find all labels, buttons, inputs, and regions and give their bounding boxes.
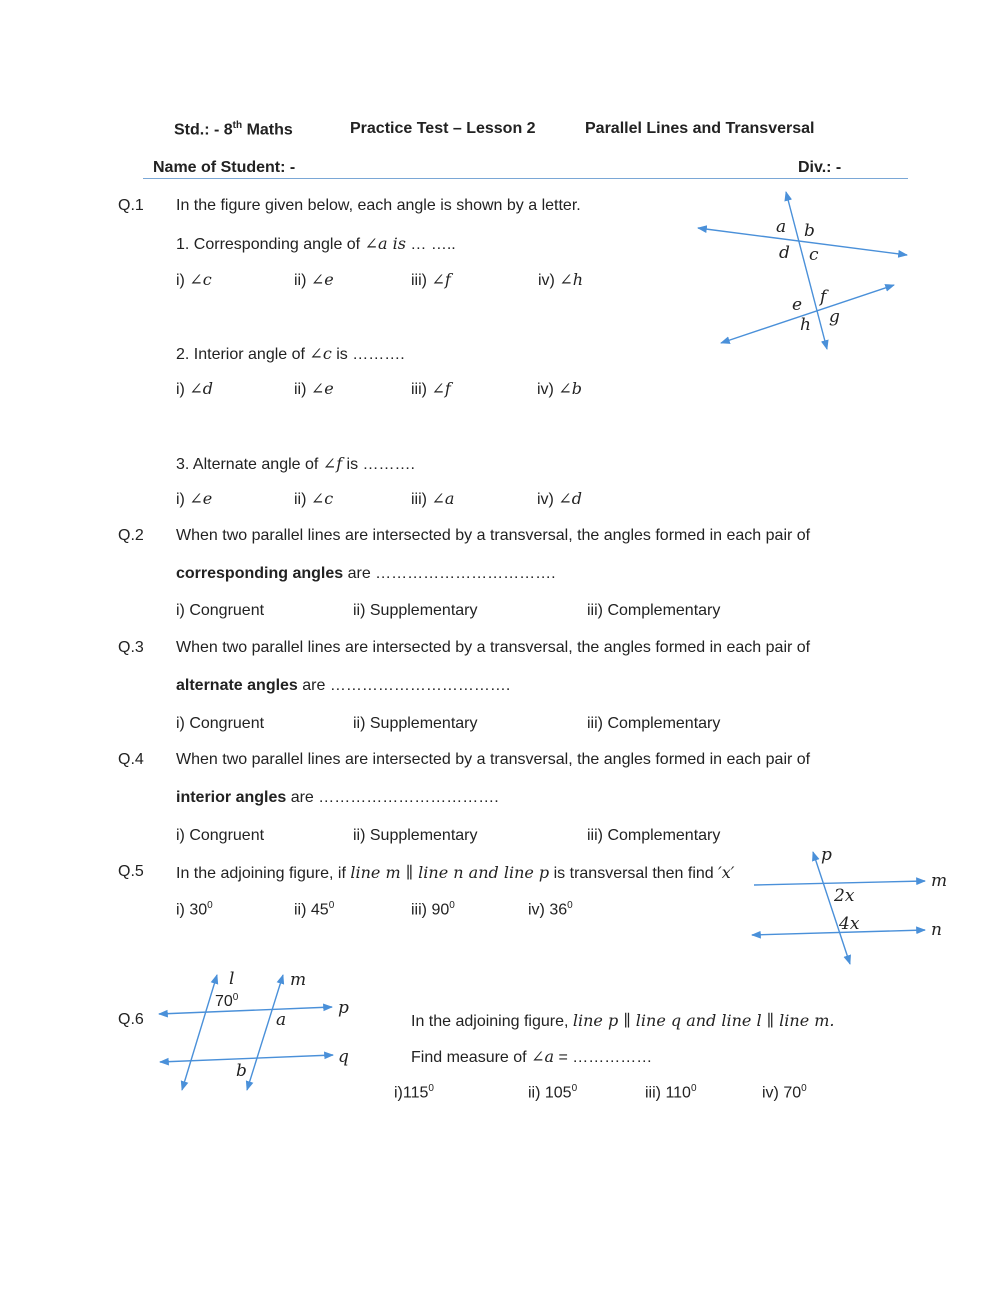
option-label: i)	[176, 272, 190, 289]
q1-label-e: e	[792, 295, 803, 315]
q5-mid: is transversal then find	[549, 865, 719, 882]
option-label: iv) 70	[762, 1084, 802, 1102]
option-label: iv)	[538, 272, 560, 289]
option-label: i)115	[394, 1084, 429, 1102]
q3-blank: are …………………………….	[297, 677, 511, 694]
option-sup: 0	[449, 900, 455, 911]
option-math: ∠a	[431, 489, 455, 508]
option-math: ∠d	[189, 379, 213, 398]
option-sup: 0	[567, 900, 573, 911]
option-math: ∠h	[559, 270, 584, 289]
q1-label-b: b	[804, 221, 815, 241]
q4-option-complementary[interactable]: iii) Complementary	[587, 827, 721, 844]
q1-label-f: f	[820, 287, 827, 307]
option-label: ii) 45	[294, 901, 329, 919]
option-label: ii)	[294, 381, 311, 398]
test-title: Practice Test – Lesson 2	[350, 120, 536, 137]
q2-option-supplementary[interactable]: ii) Supplementary	[353, 602, 478, 619]
q1-sub3-math: ∠f	[322, 454, 343, 473]
q5-line-m	[754, 881, 925, 885]
q6-line-m	[247, 975, 283, 1090]
option-math: ∠c	[189, 270, 212, 289]
q6-label-l: l	[229, 969, 235, 989]
q5-math-x: ′x′	[718, 863, 735, 882]
q6-find-math: ∠a	[531, 1047, 555, 1066]
q3-number: Q.3	[118, 639, 144, 656]
q3-keyword: alternate angles	[176, 677, 298, 694]
option-sup: 0	[428, 1083, 434, 1094]
option-label: i) 30	[176, 901, 208, 919]
q5-math-lines: line m ∥ line n and line p	[350, 863, 550, 882]
q6-math: line p ∥ line q and line l ∥ line m.	[572, 1011, 835, 1030]
q1-label-h: h	[800, 315, 811, 335]
q1-intro: In the figure given below, each angle is shown by a letter.	[176, 197, 581, 214]
q2-blank: are …………………………….	[343, 565, 556, 582]
option-label: iii)	[411, 272, 432, 289]
q1-sub1-post: … …..	[405, 236, 456, 253]
q5-line-p	[813, 852, 850, 964]
q5-label-4x: 4x	[839, 914, 860, 934]
option-math: ∠e	[310, 270, 334, 289]
q2-keyword: corresponding angles	[176, 565, 344, 582]
option-label: ii)	[294, 272, 311, 289]
q6-label-p: p	[338, 998, 349, 1018]
option-label: ii)	[294, 491, 311, 508]
std-suffix: Maths	[242, 121, 293, 139]
q1-sub1-math: ∠a is	[364, 234, 406, 253]
option-label: iii)	[411, 491, 432, 508]
q1-sub2-math: ∠c	[309, 344, 332, 363]
option-sup: 0	[801, 1083, 807, 1094]
option-math: ∠e	[189, 489, 213, 508]
option-label: i)	[176, 491, 190, 508]
q1-line-top	[698, 228, 907, 255]
q6-find-post: = ……………	[554, 1049, 653, 1066]
q3-option-complementary[interactable]: iii) Complementary	[587, 715, 721, 732]
option-math: ∠b	[558, 379, 582, 398]
option-label: iv)	[537, 491, 559, 508]
q2-option-complementary[interactable]: iii) Complementary	[587, 602, 721, 619]
q1-label-a: a	[776, 217, 787, 237]
q1-sub2-post: is ……….	[331, 346, 405, 363]
q2-option-congruent[interactable]: i) Congruent	[176, 602, 265, 619]
q1-sub2-pre: 2. Interior angle of	[176, 346, 310, 363]
option-math: ∠d	[558, 489, 582, 508]
q1-label-g: g	[829, 307, 840, 327]
q3-option-supplementary[interactable]: ii) Supplementary	[353, 715, 478, 732]
option-sup: 0	[328, 900, 335, 911]
q6-pre: In the adjoining figure,	[411, 1013, 573, 1030]
option-label: iii) 90	[411, 901, 450, 919]
q4-option-congruent[interactable]: i) Congruent	[176, 827, 265, 844]
division-label: Div.: -	[798, 159, 842, 176]
option-sup: 0	[207, 900, 213, 911]
q6-angle-sup: 0	[232, 992, 239, 1003]
q6-label-m: m	[290, 970, 307, 990]
q1-sub3-post: is ……….	[342, 456, 415, 473]
option-math: ∠c	[310, 489, 334, 508]
q1-sub3-pre: 3. Alternate angle of	[176, 456, 323, 473]
q5-pre: In the adjoining figure, if	[176, 865, 351, 882]
option-label: iii)	[411, 381, 432, 398]
option-label: i)	[176, 381, 190, 398]
q4-number: Q.4	[118, 751, 144, 768]
option-label: iv) 36	[528, 901, 568, 919]
q6-find-pre: Find measure of	[411, 1049, 532, 1066]
q6-label-b: b	[236, 1061, 247, 1081]
q1-number: Q.1	[118, 197, 144, 214]
q6-label-q: q	[338, 1047, 349, 1067]
option-sup: 0	[571, 1083, 578, 1094]
option-sup: 0	[690, 1083, 697, 1094]
option-label: ii) 105	[528, 1084, 572, 1102]
topic-title: Parallel Lines and Transversal	[585, 120, 815, 137]
option-math: ∠f	[431, 379, 451, 398]
q1-label-d: d	[779, 243, 790, 263]
q1-sub1-pre: 1. Corresponding angle of	[176, 236, 365, 253]
q5-number: Q.5	[118, 863, 144, 880]
q5-label-n: n	[931, 920, 942, 940]
q5-label-2x: 2x	[834, 886, 855, 906]
q6-line-p	[159, 1007, 332, 1014]
q5-label-m: m	[931, 871, 948, 891]
q4-blank: are …………………………….	[286, 789, 499, 806]
q3-option-congruent[interactable]: i) Congruent	[176, 715, 265, 732]
q1-label-c: c	[809, 245, 819, 265]
q6-line-l	[182, 975, 217, 1090]
q2-stem: When two parallel lines are intersected by a transversal, the angles formed in each pair of	[176, 527, 811, 544]
q5-label-p: p	[821, 845, 832, 865]
option-label: iv)	[537, 381, 559, 398]
q6-number: Q.6	[118, 1011, 144, 1028]
student-name-label: Name of Student: -	[153, 159, 296, 176]
q3-stem: When two parallel lines are intersected by a transversal, the angles formed in each pair of	[176, 639, 811, 656]
q6-label-a: a	[276, 1010, 287, 1030]
q4-keyword: interior angles	[176, 789, 287, 806]
option-math: ∠e	[310, 379, 334, 398]
q6-angle-number: 70	[215, 993, 233, 1010]
q5-figure	[752, 852, 925, 964]
option-label: iii) 110	[645, 1084, 691, 1102]
std-sup: th	[232, 120, 243, 131]
q2-number: Q.2	[118, 527, 144, 544]
q4-option-supplementary[interactable]: ii) Supplementary	[353, 827, 478, 844]
q4-stem: When two parallel lines are intersected by a transversal, the angles formed in each pair of	[176, 751, 811, 768]
option-math: ∠f	[431, 270, 451, 289]
q6-angle-value	[215, 992, 239, 1010]
std-prefix: Std.: - 8	[174, 121, 233, 139]
